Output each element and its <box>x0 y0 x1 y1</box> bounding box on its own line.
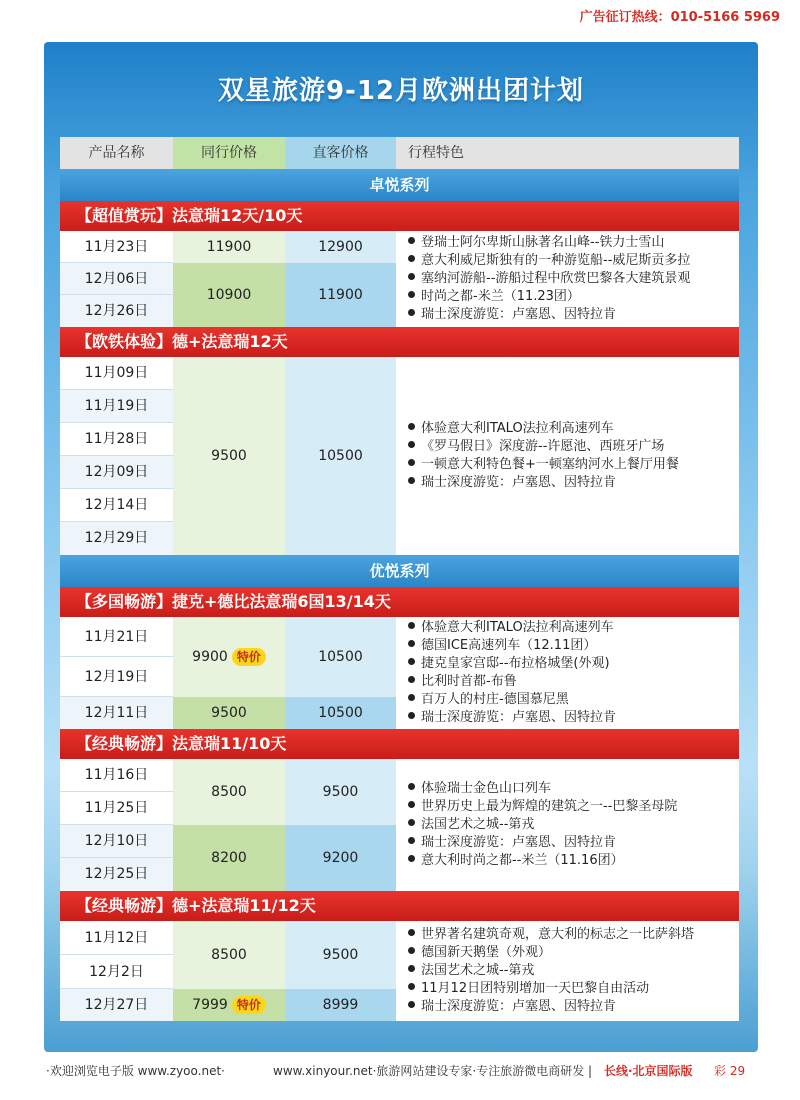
page-footer <box>0 1062 800 1082</box>
feature-item: 一顿意大利特色餐+一顿塞纳河水上餐厅用餐 <box>408 456 739 474</box>
feature-item: 意大利威尼斯独有的一种游览船--威尼斯贡多拉 <box>408 252 739 270</box>
departure-date: 12月2日 <box>60 955 173 989</box>
special-price-badge: 特价 <box>232 648 266 666</box>
feature-list <box>396 759 739 891</box>
bullet-icon <box>408 309 415 316</box>
bullet-icon <box>408 459 415 466</box>
bullet-icon <box>408 929 415 936</box>
series-banner-zhuoyue: 卓悦系列 <box>60 169 739 201</box>
header-peer-price: 同行价格 <box>173 137 285 169</box>
departure-date: 12月14日 <box>60 489 173 522</box>
feature-item: 瑞士深度游览：卢塞恩、因特拉肯 <box>408 709 739 727</box>
feature-list <box>396 231 739 327</box>
header-product-name: 产品名称 <box>88 145 145 161</box>
product-block <box>60 759 739 891</box>
footer-slogan: www.xinyour.net·旅游网站建设专家·专注旅游微电商研发 | <box>273 1064 593 1078</box>
feature-item: 世界著名建筑奇观，意大利的标志之一比萨斜塔 <box>408 926 739 944</box>
bullet-icon <box>408 640 415 647</box>
feature-item: 法国艺术之城--第戎 <box>408 962 739 980</box>
bullet-icon <box>408 837 415 844</box>
feature-list <box>396 617 739 729</box>
bullet-icon <box>408 855 415 862</box>
departure-date: 11月09日 <box>60 357 173 390</box>
departure-date: 12月26日 <box>60 295 173 327</box>
bullet-icon <box>408 237 415 244</box>
peer-price: 7999 特价 <box>173 989 285 1021</box>
feature-item: 瑞士深度游览：卢塞恩、因特拉肯 <box>408 474 739 492</box>
bullet-icon <box>408 658 415 665</box>
date-column <box>60 357 173 555</box>
departure-date: 11月12日 <box>60 921 173 955</box>
date-column <box>60 759 173 891</box>
departure-date: 11月25日 <box>60 792 173 825</box>
departure-date: 12月06日 <box>60 263 173 295</box>
departure-date: 11月28日 <box>60 423 173 456</box>
bullet-icon <box>408 819 415 826</box>
feature-item: 塞纳河游船--游船过程中欣赏巴黎各大建筑景观 <box>408 270 739 288</box>
direct-price: 9200 <box>285 825 396 891</box>
product-block <box>60 357 739 555</box>
bullet-icon <box>408 291 415 298</box>
departure-date: 12月27日 <box>60 989 173 1021</box>
page-number: 彩 29 <box>714 1064 746 1078</box>
direct-price: 9500 <box>285 759 396 825</box>
feature-item: 登瑞士阿尔卑斯山脉著名山峰--铁力士雪山 <box>408 234 739 252</box>
feature-item: 德国新天鹅堡（外观） <box>408 944 739 962</box>
feature-list <box>396 921 739 1021</box>
product-title: 【经典畅游】法意瑞11/10天 <box>60 729 739 759</box>
peer-price: 9900 特价 <box>173 617 285 697</box>
special-price-badge: 特价 <box>232 996 266 1014</box>
date-column <box>60 617 173 729</box>
date-column <box>60 231 173 327</box>
peer-price: 9500 <box>173 357 285 555</box>
table-header <box>60 137 739 169</box>
page-title: 双星旅游9-12月欧洲出团计划 <box>217 76 585 106</box>
bullet-icon <box>408 1001 415 1008</box>
departure-date: 12月10日 <box>60 825 173 858</box>
peer-price: 11900 <box>173 231 285 263</box>
bullet-icon <box>408 423 415 430</box>
feature-item: 意大利时尚之都--米兰（11.16团） <box>408 852 739 870</box>
feature-item: 比利时首都-布鲁 <box>408 673 739 691</box>
direct-price: 11900 <box>285 263 396 327</box>
peer-price: 9500 <box>173 697 285 729</box>
departure-date: 11月19日 <box>60 390 173 423</box>
footer-edition: 长线·北京国际版 <box>604 1064 693 1078</box>
ad-hotline: 广告征订热线：010-5166 5969 <box>579 10 780 25</box>
bullet-icon <box>408 783 415 790</box>
bullet-icon <box>408 712 415 719</box>
schedule-table <box>60 137 739 1021</box>
product-block <box>60 921 739 1021</box>
feature-item: 体验意大利ITALO法拉利高速列车 <box>408 619 739 637</box>
series-banner-youyue: 优悦系列 <box>60 555 739 587</box>
feature-item: 百万人的村庄-德国慕尼黑 <box>408 691 739 709</box>
feature-item: 11月12日团特别增加一天巴黎自由活动 <box>408 980 739 998</box>
feature-item: 世界历史上最为辉煌的建筑之一--巴黎圣母院 <box>408 798 739 816</box>
bullet-icon <box>408 947 415 954</box>
departure-date: 12月25日 <box>60 858 173 891</box>
header-direct-price: 直客价格 <box>285 137 396 169</box>
bullet-icon <box>408 441 415 448</box>
feature-item: 捷克皇家宫邸--布拉格城堡(外观) <box>408 655 739 673</box>
feature-item: 时尚之都-米兰（11.23团） <box>408 288 739 306</box>
bullet-icon <box>408 676 415 683</box>
peer-price: 8500 <box>173 759 285 825</box>
direct-price: 10500 <box>285 357 396 555</box>
feature-item: 瑞士深度游览：卢塞恩、因特拉肯 <box>408 998 739 1016</box>
bullet-icon <box>408 983 415 990</box>
product-title: 【超值赏玩】法意瑞12天/10天 <box>60 201 739 231</box>
departure-date: 11月16日 <box>60 759 173 792</box>
bullet-icon <box>408 477 415 484</box>
product-block <box>60 617 739 729</box>
feature-item: 瑞士深度游览：卢塞恩、因特拉肯 <box>408 834 739 852</box>
feature-item: 体验瑞士金色山口列车 <box>408 780 739 798</box>
bullet-icon <box>408 694 415 701</box>
product-title: 【多国畅游】捷克+德比法意瑞6国13/14天 <box>60 587 739 617</box>
footer-website-link[interactable]: ·欢迎浏览电子版 www.zyoo.net· <box>46 1064 225 1078</box>
peer-price: 8500 <box>173 921 285 989</box>
feature-list <box>396 357 739 555</box>
feature-item: 德国ICE高速列车（12.11团） <box>408 637 739 655</box>
feature-item: 瑞士深度游览：卢塞恩、因特拉肯 <box>408 306 739 324</box>
bullet-icon <box>408 801 415 808</box>
departure-date: 12月09日 <box>60 456 173 489</box>
feature-item: 法国艺术之城--第戎 <box>408 816 739 834</box>
peer-price: 10900 <box>173 263 285 327</box>
feature-item: 《罗马假日》深度游--许愿池、西班牙广场 <box>408 438 739 456</box>
bullet-icon <box>408 965 415 972</box>
date-column <box>60 921 173 1021</box>
direct-price: 9500 <box>285 921 396 989</box>
product-title: 【经典畅游】德+法意瑞11/12天 <box>60 891 739 921</box>
product-title: 【欧铁体验】德+法意瑞12天 <box>60 327 739 357</box>
direct-price: 12900 <box>285 231 396 263</box>
departure-date: 12月11日 <box>60 697 173 729</box>
departure-date: 11月23日 <box>60 231 173 263</box>
direct-price: 10500 <box>285 697 396 729</box>
product-block <box>60 231 739 327</box>
direct-price: 10500 <box>285 617 396 697</box>
departure-date: 12月19日 <box>60 657 173 697</box>
bullet-icon <box>408 273 415 280</box>
peer-price: 8200 <box>173 825 285 891</box>
bullet-icon <box>408 622 415 629</box>
feature-item: 体验意大利ITALO法拉利高速列车 <box>408 420 739 438</box>
departure-date: 11月21日 <box>60 617 173 657</box>
direct-price: 8999 <box>285 989 396 1021</box>
bullet-icon <box>408 255 415 262</box>
departure-date: 12月29日 <box>60 522 173 555</box>
header-features: 行程特色 <box>408 145 464 161</box>
